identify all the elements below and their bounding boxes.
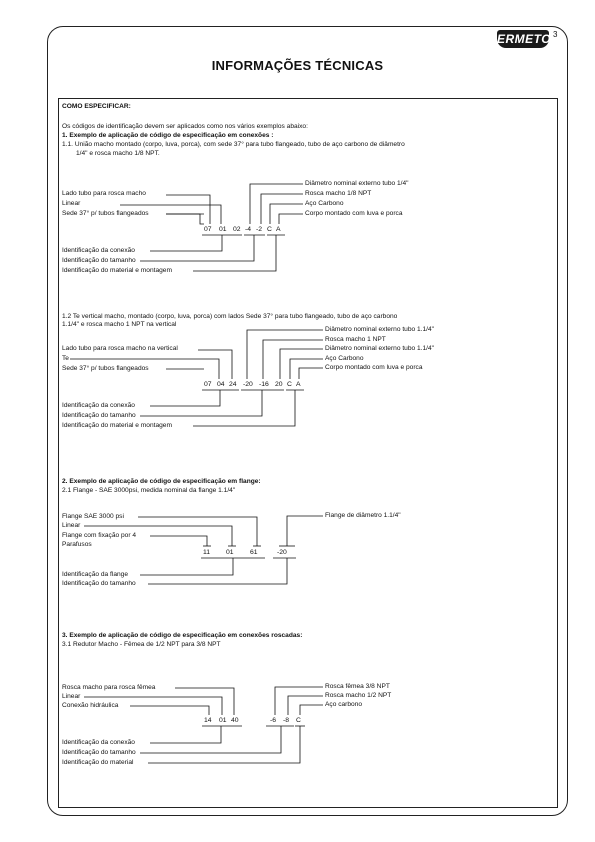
ex3-leader [138,517,257,546]
ex3-code: 11 [203,549,211,556]
ex2-code: -20 [243,381,253,388]
ex4-leader [150,726,221,743]
ex2-code: -16 [259,381,269,388]
section-3-title: 3. Exemplo de aplicação de código de especificação em conexões roscadas: [62,632,303,639]
section-2-title: 2. Exemplo de aplicação de código de especificação em flange: [62,478,261,485]
ex4-leader [275,687,323,715]
ex2-left-label: Lado tubo para rosca macho na vertical [62,345,178,352]
ex2-leader [247,330,323,379]
ex2-right-label: Diâmetro nominal externo tubo 1.1/4" [325,326,434,333]
ex3-leader [287,516,323,546]
ex2-right-label: Diâmetro nominal externo tubo 1.1/4" [325,345,434,352]
ex2-bottom-label: Identificação do tamanho [62,412,136,419]
ex1-code: 02 [233,226,241,233]
ex2-right-label: Corpo montado com luva e porca [325,364,423,371]
intro-text: Os códigos de identificação devem ser aplicados como nos vários exemplos abaixo: [62,123,308,130]
ex2-bottom-label: Identificação da conexão [62,402,135,409]
ex2-leader [263,340,323,379]
ex2-leader [198,350,232,379]
ex3-left-label: Flange com fixação por 4 [62,532,137,539]
ex2-code: 24 [229,381,237,388]
ex1-leader [150,235,222,251]
ex4-bottom-label: Identificação do material [62,759,134,766]
ex3-right-label: Flange de diâmetro 1.1/4" [325,512,401,519]
ex2-code: 04 [217,381,225,388]
ex1-leader [193,235,276,271]
ex2-leader [299,368,323,379]
ex3-leader [140,558,233,575]
ex2-code: A [296,381,301,388]
ex2-left-label: Te [62,355,69,362]
ex1-code: -2 [256,226,263,233]
example-3-1: 3.1 Redutor Macho - Fêmea de 1/2 NPT para 3/8 NPT [62,641,221,648]
ex2-code: 20 [275,381,283,388]
ex4-leader [288,696,323,715]
page-number: 3 [553,30,558,39]
ex4-bottom-label: Identificação do tamanho [62,749,136,756]
ex4-right-label: Aço carbono [325,701,363,708]
ex4-left-label: Rosca macho para rosca fêmea [62,684,156,691]
ex3-leader [150,536,207,546]
ex4-code: -6 [270,717,277,724]
ex4-code: -8 [283,717,290,724]
ex4-code: 01 [219,717,227,724]
ex1-leader [166,214,204,224]
ermeto-logo: ERMETO [497,32,552,46]
example-1-1-line2: 1/4" e rosca macho 1/8 NPT. [76,150,160,157]
ex4-right-label: Rosca fêmea 3/8 NPT [325,683,390,690]
ex3-left-label: Linear [62,522,81,529]
ex4-leader [148,726,300,763]
ex4-code: 40 [231,717,239,724]
ex4-leader [130,706,209,715]
section-1-title: 1. Exemplo de aplicação de código de especificação em conexões : [62,132,274,139]
example-1-2-line2: 1.1/4" e rosca macho 1 NPT na vertical [62,321,177,328]
ex1-leader [140,235,254,261]
ex3-code: 01 [226,549,234,556]
ex4-code: C [296,717,301,724]
ex4-left-label: Linear [62,693,81,700]
ex1-bottom-label: Identificação do tamanho [62,257,136,264]
ex3-left-label: Flange SAE 3000 psi [62,513,124,520]
ex1-leader [166,195,210,224]
ex4-leader [175,688,234,715]
ex4-right-label: Rosca macho 1/2 NPT [325,692,392,699]
ex1-right-label: Diâmetro nominal externo tubo 1/4" [305,180,409,187]
ex1-code: -4 [245,226,252,233]
ex2-leader [150,390,220,406]
ex1-left-label: Lado tubo para rosca macho [62,190,146,197]
ex3-left-label: Parafusos [62,541,92,548]
page-title: INFORMAÇÕES TÉCNICAS [211,58,384,73]
ex4-left-label: Conexão hidráulica [62,702,119,709]
ex2-left-label: Sede 37° p/ tubos flangeados [62,365,149,372]
example-1-2-line1: 1.2 Te vertical macho, montado (corpo, luva, porca) com lados Sede 37° para tubo flangeado, tubo de aço carbono [62,313,398,320]
example-2-1: 2.1 Flange - SAE 3000psi, medida nominal da flange 1.1/4" [62,487,236,494]
ex2-bottom-label: Identificação do material e montagem [62,422,172,429]
ex1-code: 07 [204,226,212,233]
ex2-code: 07 [204,381,212,388]
ex1-leader [261,194,303,224]
ex1-code: 01 [219,226,227,233]
ex3-bottom-label: Identificação da flange [62,571,128,578]
ex2-leader [280,349,323,379]
ex1-left-label: Sede 37° p/ tubos flangeados [62,210,149,217]
ex3-leader [148,558,287,584]
ex1-code: C [267,226,272,233]
ex1-right-label: Aço Carbono [305,200,344,207]
ex4-bottom-label: Identificação da conexão [62,739,135,746]
ex1-code: A [276,226,281,233]
section-heading: COMO ESPECIFICAR: [62,103,131,110]
ex1-leader [120,205,221,224]
example-1-1-line1: 1.1. União macho montado (corpo, luva, porca), com sede 37° para tubo flangeado, tubo de aço carbono de diâmetro [62,141,405,148]
ex1-leader [279,214,303,224]
ex1-bottom-label: Identificação da conexão [62,247,135,254]
ex2-right-label: Aço Carbono [325,355,364,362]
ex2-code: C [287,381,292,388]
ex3-code: 61 [250,549,258,556]
ex1-right-label: Rosca macho 1/8 NPT [305,190,372,197]
ex2-leader [140,390,262,416]
ex2-leader [193,390,295,426]
ex4-code: 14 [204,717,212,724]
ex4-leader [300,705,323,715]
ex2-leader [290,359,323,379]
ex2-right-label: Rosca macho 1 NPT [325,336,386,343]
ex3-bottom-label: Identificação do tamanho [62,580,136,587]
ex3-code: -20 [277,549,287,556]
ex1-right-label: Corpo montado com luva e porca [305,210,403,217]
ex1-left-label: Linear [62,200,81,207]
ex1-bottom-label: Identificação do material e montagem [62,267,172,274]
ex4-leader [140,726,281,753]
